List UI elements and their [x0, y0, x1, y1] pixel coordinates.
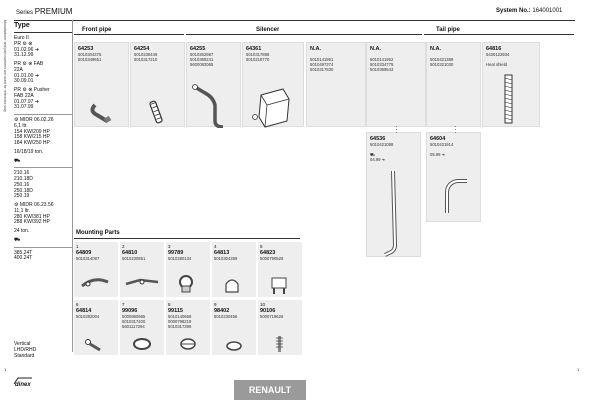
- mounting-part-number: 99115: [168, 308, 183, 314]
- type-spec: [14, 22, 72, 262]
- spec-line: 280 KW/381 HP: [14, 213, 50, 220]
- spec-line: 400.24T: [14, 255, 33, 262]
- oe-number: 05.99 ➜: [430, 152, 446, 158]
- spec-line: 22A: [14, 66, 23, 73]
- oe-number: 5010304375: [78, 52, 102, 57]
- spec-line: 31.07.99: [14, 104, 34, 111]
- part-number: N.A.: [430, 46, 441, 52]
- part-card: [74, 42, 129, 127]
- header-rule: [14, 20, 575, 21]
- mounting-part-number: 99789: [168, 250, 184, 256]
- mounting-part-card: [258, 300, 302, 355]
- part-number: 64253: [78, 46, 94, 52]
- oe-number: 5010230456: [214, 314, 238, 319]
- connector-line: [455, 126, 456, 134]
- spec-line: PR ⚙ ⊗: [14, 40, 33, 47]
- spec-line: 16/18/19 ton.: [14, 148, 44, 155]
- spec-line: PR ⚙ ⊗ FAB: [14, 61, 44, 68]
- oe-number: 5010141951: [310, 57, 334, 62]
- part-card: [426, 132, 481, 222]
- mounting-index: 4: [214, 244, 217, 249]
- mounting-part-card: [74, 242, 118, 297]
- spec-block: [14, 118, 72, 147]
- oe-number: 5010317210: [134, 57, 158, 63]
- mounting-oe-numbers: [168, 314, 191, 329]
- mounting-part-number: 64814: [76, 308, 92, 314]
- oe-number: 5010141952: [370, 57, 394, 62]
- tail-rule: [424, 34, 574, 35]
- part-card: [186, 42, 241, 127]
- column-divider: [72, 20, 73, 352]
- spec-line: 01.01.00 ➜: [14, 72, 40, 79]
- oe-number: 5600083065: [190, 62, 214, 68]
- mounting-part-number: 64813: [214, 250, 230, 256]
- oe-number: 5010317400: [122, 319, 146, 325]
- system-number: System No.: 164001001: [496, 8, 563, 14]
- oe-number: 5010421914: [430, 142, 454, 147]
- mounting-part-card: [74, 300, 118, 355]
- oe-number: 5000860965: [122, 314, 146, 319]
- oe-number: 5010497374: [310, 62, 334, 68]
- series-label: Series PREMIUM: [16, 7, 73, 16]
- part-number: 64255: [190, 46, 206, 52]
- series-name: PREMIUM: [34, 7, 73, 16]
- spec-separator: [14, 247, 72, 248]
- mounting-part-card: [120, 242, 164, 297]
- spec-line: 385.24T: [14, 249, 33, 256]
- oe-numbers: [430, 142, 453, 157]
- mounting-part-number: 90106: [260, 308, 276, 314]
- part-number: 64816: [486, 46, 502, 52]
- mounting-oe-numbers: [76, 256, 99, 261]
- spec-line: 288 KW/392 HP: [14, 219, 50, 226]
- part-card: [426, 42, 481, 127]
- mounting-title: Mounting Parts: [76, 230, 120, 236]
- mounting-part-number: 64809: [76, 250, 92, 256]
- oe-number: Heat shield: [486, 62, 507, 68]
- spec-separator: [14, 167, 72, 168]
- spec-line: 11,1 ltr.: [14, 207, 31, 214]
- part-number: 64361: [246, 46, 262, 52]
- dinex-logo: [12, 376, 36, 388]
- oe-number: 5010317399: [168, 324, 192, 330]
- spec-line: 154 KW/209 HP: [14, 128, 50, 135]
- oe-number: 5010334779: [370, 62, 394, 68]
- svg-text:dinex: dinex: [15, 382, 31, 388]
- spec-block: [14, 62, 72, 85]
- oe-numbers: [310, 52, 333, 72]
- spec-line: Euro II: [14, 35, 29, 42]
- mounting-index: 8: [168, 302, 171, 307]
- mounting-index: 1: [76, 244, 79, 249]
- spec-line: ⚙ MIDR 06.23.56: [14, 202, 54, 209]
- part-card: [242, 42, 304, 127]
- mounting-oe-numbers: [260, 314, 283, 319]
- oe-numbers: [246, 52, 269, 62]
- mounting-oe-numbers: [260, 256, 283, 261]
- oe-number: 04.99 ➜: [370, 157, 386, 163]
- mounting-oe-numbers: [122, 314, 145, 329]
- oe-number: 5000719626: [260, 314, 284, 319]
- spec-line: 184 KW/250 HP: [14, 140, 50, 147]
- part-number: 64604: [430, 136, 446, 142]
- mounting-index: 3: [168, 244, 171, 249]
- mounting-part-number: 99096: [122, 308, 138, 314]
- spec-block: [14, 171, 72, 200]
- oe-numbers: [486, 52, 509, 67]
- header: [0, 0, 589, 26]
- spec-block: [14, 251, 72, 263]
- oe-number: 5010282004: [76, 314, 100, 319]
- oe-number: 5010238449: [134, 52, 158, 57]
- spec-footer: Vertical LHD/RHD Standard: [14, 341, 37, 359]
- oe-number: 5010369543: [370, 67, 394, 73]
- mounting-index: 10: [260, 302, 266, 307]
- spec-block: [14, 229, 72, 235]
- mounting-part-number: 64823: [260, 250, 276, 256]
- oe-number: 5010421389: [430, 57, 454, 62]
- spec-line: 250.18D: [14, 187, 33, 194]
- oe-number: ⛟: [370, 152, 376, 158]
- spec-block: [14, 36, 72, 59]
- part-card: [366, 132, 421, 257]
- part-card: [366, 42, 426, 127]
- silencer-rule: [186, 34, 422, 35]
- spec-line: PR ⚙ ⊗ Pusher: [14, 87, 50, 94]
- front-rule: [74, 34, 184, 35]
- oe-numbers: [430, 52, 453, 67]
- oe-number: 5010369241: [190, 57, 214, 63]
- mounting-part-card: [212, 242, 256, 297]
- oe-numbers: [190, 52, 213, 67]
- oe-number: 5601117294: [122, 324, 145, 330]
- spec-line: 01.02.96 ➜: [14, 46, 40, 53]
- oe-number: 5010317888: [246, 52, 270, 57]
- spec-line: 31.12.99: [14, 52, 34, 59]
- oe-numbers: [370, 52, 393, 72]
- part-number: N.A.: [370, 46, 381, 52]
- spec-block: [14, 150, 72, 156]
- part-card: [130, 42, 185, 127]
- mounting-part-card: [166, 242, 210, 297]
- spec-line: FAB 22A: [14, 92, 34, 99]
- oe-number: 5010140669: [168, 314, 192, 319]
- oe-number: 5010280134: [168, 256, 192, 261]
- oe-number: 5010304399: [214, 256, 238, 261]
- part-card: [482, 42, 540, 127]
- mounting-index: 5: [260, 244, 263, 249]
- oe-number: 5010230851: [122, 256, 146, 261]
- section-tail-pipe: Tail pipe: [436, 27, 460, 33]
- oe-number: 5010421088: [370, 142, 394, 147]
- part-card: [306, 42, 366, 127]
- mounting-part-card: [258, 242, 302, 297]
- spec-line: ⚙ MIDR 06.02.26: [14, 117, 54, 124]
- oe-number: 5010317830: [310, 67, 334, 73]
- spec-line: 250.16: [14, 181, 30, 188]
- mounting-rule: [74, 238, 300, 239]
- mounting-index: 6: [76, 302, 79, 307]
- oe-number: 5010314097: [76, 256, 100, 261]
- oe-number: 5000790529: [260, 256, 284, 261]
- mounting-part-card: [212, 300, 256, 355]
- mounting-part-card: [166, 300, 210, 355]
- mounting-index: 7: [122, 302, 125, 307]
- mounting-part-card: [120, 300, 164, 355]
- spec-line: 30.09.01: [14, 78, 34, 85]
- spec-block: [14, 238, 72, 244]
- section-front-pipe: Front pipe: [82, 27, 112, 33]
- spec-line: 250.19: [14, 193, 30, 200]
- oe-numbers: [134, 52, 157, 62]
- mounting-oe-numbers: [76, 314, 99, 319]
- oe-number: 5430122934: [486, 52, 510, 57]
- mounting-part-number: 64810: [122, 250, 138, 256]
- spec-block: [14, 203, 72, 226]
- spec-line: 158 KW/215 HP: [14, 134, 50, 141]
- oe-number: 0000798219: [168, 319, 192, 325]
- spec-line: 01.07.97 ➜: [14, 98, 40, 105]
- part-number: N.A.: [310, 46, 321, 52]
- spec-line: 210.18D: [14, 176, 33, 183]
- mounting-oe-numbers: [122, 256, 145, 261]
- brand-banner: RENAULT: [234, 380, 306, 400]
- spec-line: ⛟: [14, 236, 21, 243]
- oe-number: 5010262987: [190, 52, 214, 57]
- section-silencer: Silencer: [256, 27, 280, 33]
- part-number: 64254: [134, 46, 150, 52]
- page-number-left: 1: [4, 367, 7, 372]
- oe-numbers: [370, 142, 393, 162]
- oe-number: 5010349651: [78, 57, 102, 63]
- spec-title: Type: [14, 22, 72, 33]
- spec-block: [14, 88, 72, 111]
- spec-line: 24 ton.: [14, 228, 30, 235]
- mounting-oe-numbers: [214, 314, 237, 319]
- oe-number: 5010218770: [246, 57, 270, 63]
- spec-block: [14, 159, 72, 165]
- mounting-index: 2: [122, 244, 125, 249]
- mounting-index: 9: [214, 302, 217, 307]
- spec-line: 210.16: [14, 170, 30, 177]
- page-number-right: 1: [577, 367, 580, 372]
- connector-line: [396, 126, 397, 134]
- spec-line: 6,1 ltr.: [14, 122, 28, 129]
- disclaimer: Manufacturer and part numbers are used for reference only: [3, 20, 7, 112]
- mounting-part-number: 98402: [214, 308, 230, 314]
- oe-numbers: [78, 52, 101, 62]
- spec-separator: [14, 114, 72, 115]
- mounting-oe-numbers: [214, 256, 237, 261]
- part-number: 64536: [370, 136, 386, 142]
- mounting-oe-numbers: [168, 256, 191, 261]
- oe-number: 5010321030: [430, 62, 454, 68]
- spec-line: ⛟: [14, 157, 21, 164]
